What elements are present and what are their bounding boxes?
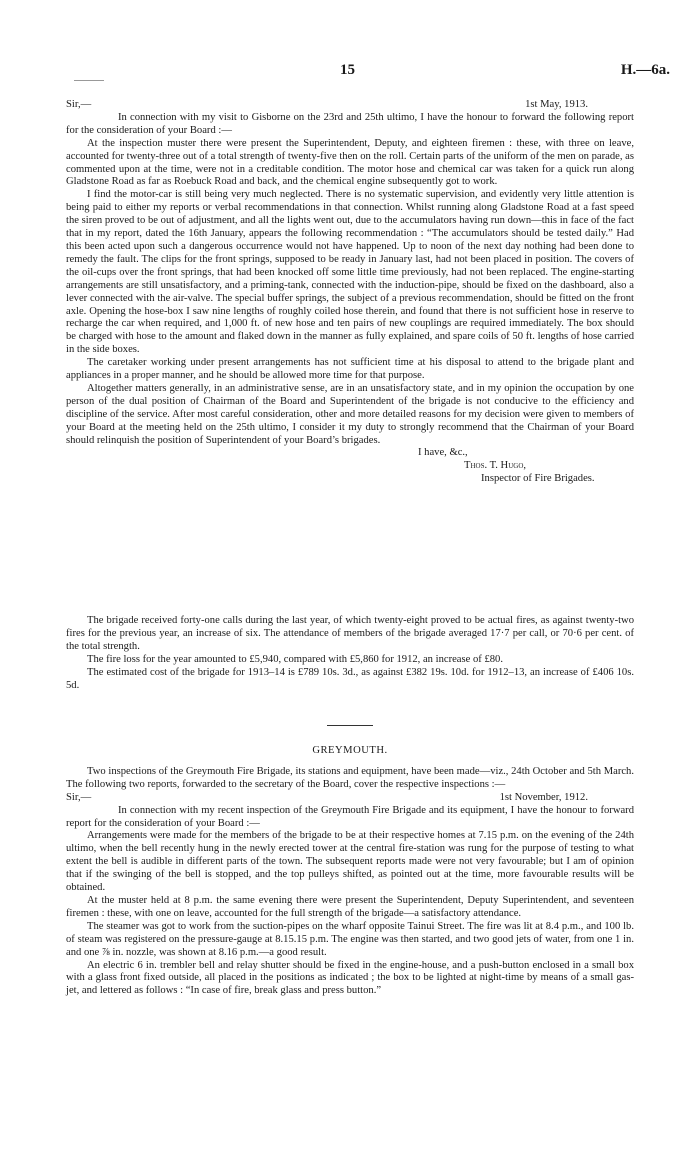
paragraph: Altogether matters generally, in an administrative sense, are in an unsatisfactory state, and in my opinion the occupation by one person of the dual position of Chairman of the Board and Superintendent of the brigade is not conducive to the efficiency and discipline of the service. After most careful consideration, other and more detailed reasons for my decision were given to members of your Board at the meeting held on the 25th ultimo, I consider it my duty to strongly recommend that the Chairman of your Board should relinquish the position of Superintendent of your Board’s brigades.	[66, 382, 634, 446]
paragraph: The brigade received forty-one calls during the last year, of which twenty-eight proved to be actual fires, as against twenty-two fires for the previous year, an increase of six. The attendance of members of the brigade averaged 17·7 per call, or 70·6 per cent. of the total strength.	[66, 615, 634, 652]
salutation: Sir,—	[66, 99, 92, 110]
letter-heading-row	[66, 792, 634, 805]
paragraph: Arrangements were made for the members of the brigade to be at their respective homes at 7.15 p.m. on the evening of the 24th ultimo, when the bell recently hung in the newly erected tower at the central fire-station was rung for the purpose of testing to what extent the bell is audible in different parts of the town. The subsequent reports made were not very favourable; but I am of opinion that if the swinging of the bell is stopped, and the top pulleys shifted, as pointed out at the time, more favourable results will be obtained.	[66, 830, 634, 894]
section-intro: Two inspections of the Greymouth Fire Brigade, its stations and equipment, have been made—viz., 24th October and 5th March. The following two reports, forwarded to the secretary of the Board, cover the respective inspections :—	[66, 765, 634, 790]
letter-heading-row	[66, 99, 634, 112]
paragraph: The estimated cost of the brigade for 1913–14 is £789 10s. 3d., as against £382 19s. 10d. for 1912–13, an increase of £406 10s. 5d.	[66, 666, 634, 691]
paragraph: In connection with my visit to Gisborne on the 23rd and 25th ultimo, I have the honour to forward the following report for the consideration of your Board :—	[66, 111, 634, 136]
paragraph: At the inspection muster there were present the Superintendent, Deputy, and eighteen firemen : these, with three on leave, accounted for twenty-three out of a total strength of twenty-five then on the roll. Certain parts of the uniform of the men on parade, as commented upon at the time, were not in a creditable condition. The motor hose and chemical car was taken for a quick run along Gladstone Road as far as Roebuck Road and back, and the chemical engine subsequently got to work.	[66, 137, 634, 188]
signature: Thos. T. Hugo,	[464, 460, 527, 472]
paragraph: The steamer was got to work from the suction-pipes on the wharf opposite Tainui Street. The fire was lit at 8.4 p.m., and 100 lb. of steam was registered on the pressure-gauge at 8.15.15 p.m. The engine was then started, and two good jets of water, from one 1 in. and one ⅞ in. nozzle, was shown at 8.16 p.m.—a good result.	[66, 920, 634, 958]
paragraph: The caretaker working under present arrangements has not sufficient time at his disposal to attend to the brigade plant and appliances in a proper manner, and he should be allowed more time for that purpose.	[66, 357, 634, 382]
page-header	[0, 64, 700, 82]
gisborne-report	[66, 99, 634, 486]
letter-closing: I have, &c.,	[418, 447, 468, 459]
greymouth-section	[66, 745, 634, 998]
section-divider	[66, 725, 634, 726]
corner-rule	[74, 80, 104, 81]
gisborne-summary	[66, 615, 634, 692]
salutation: Sir,—	[66, 791, 92, 803]
section-heading: GREYMOUTH.	[312, 745, 388, 756]
paragraph: The fire loss for the year amounted to £5,940, compared with £5,860 for 1912, an increase of £80.	[87, 653, 503, 665]
paragraph: An electric 6 in. trembler bell and relay shutter should be fixed in the engine-house, and a push-button enclosed in a small box with a glass front fixed outside, all placed in the positions as indicated ; the box to be lighted at night-time by means of a small gas-jet, and lettered as follows : “In case of fire, break glass and press button.”	[66, 959, 634, 997]
paragraph: I find the motor-car is still being very much neglected. There is no systematic supervision, and evidently very little attention is being paid to either my reports or verbal recommendations in that connection. Whilst running along Gladstone Road at a fast speed the siren proved to be out of adjustment, and all the lights went out, due to the accumulators having run down—this in face of the fact that in my report, dated the 16th January, appears the following recommendation : “The accumulators should be tested daily.” Had this been acted upon such a dangerous occurrence would not have happened. Up to noon of the next day nothing had been done to remedy the fault. The clips for the front springs, supposed to be ready in January last, had not been placed in position. The covers of the oil-cups over the front springs, that had been knocked off some little time previously, had not been replaced. The engine-starting arrangements are still unsatisfactory, and a priming-tank, connected with the induction-pipe, should be fixed on the dashboard, also a lever connected with the air-valve. The special buffer springs, the subject of a previous recommendation, should be fitted on the front axle. Opening the hose-box I saw nine lengths of roughly coiled hose therein, and found that there is not sufficient hose in reserve to recharge the car when required, and 1,000 ft. of new hose and ten pairs of new couplings are required immediately. The box should be charged with hose to the amount and flaked down in the manner as fully explained, and spare coils of 50 ft. lengths of hose carried in the side boxes.	[66, 189, 634, 356]
letter-date: 1st May, 1913.	[525, 99, 588, 110]
page-number: 15	[340, 62, 355, 78]
paragraph: In connection with my recent inspection of the Greymouth Fire Brigade and its equipment, I have the honour to forward report for the consideration of your Board :—	[66, 804, 634, 829]
page-reference: H.—6a.	[620, 62, 670, 78]
divider-rule	[327, 725, 373, 726]
signature-title: Inspector of Fire Brigades.	[481, 473, 595, 485]
letter-date: 1st November, 1912.	[499, 791, 588, 803]
paragraph: At the muster held at 8 p.m. the same evening there were present the Superintendent, Deputy Superintendent, and seventeen firemen : these, with one on leave, accounted for the full strength of the brigade—a satisfactory attendance.	[66, 894, 634, 919]
